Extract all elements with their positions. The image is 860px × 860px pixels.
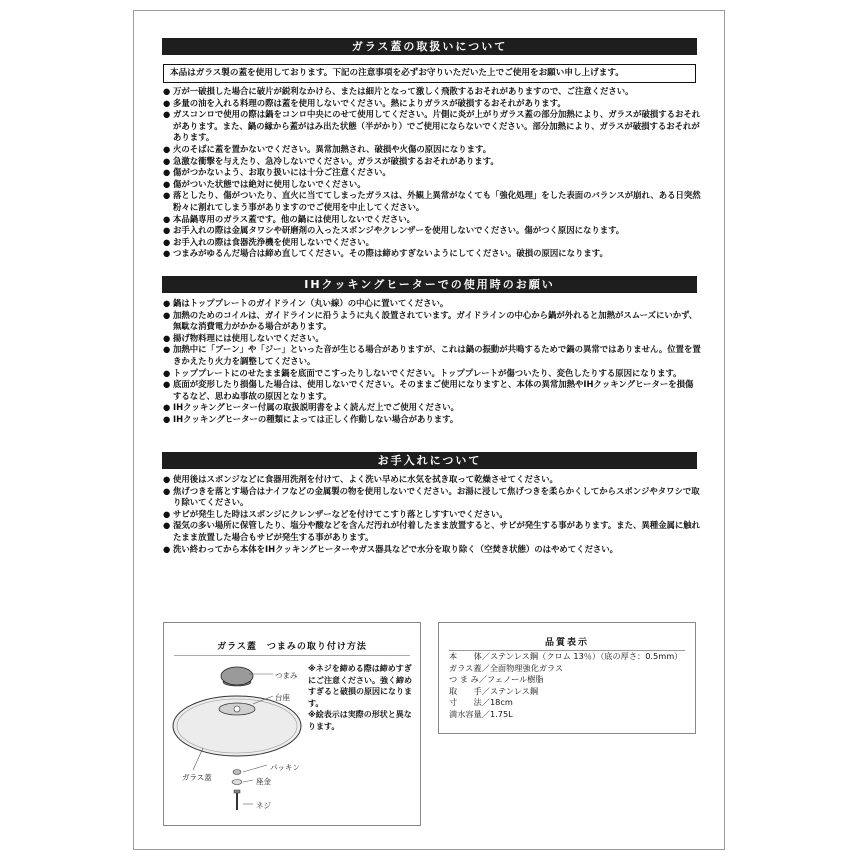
bullet-icon: ● <box>163 167 171 178</box>
list-item-text: 本品鍋専用のガラス蓋です。他の鍋には使用しないでください。 <box>173 213 415 224</box>
list-item <box>163 144 701 156</box>
list-item-text: つまみがゆるんだ場合は締め直してください。その際は締めすぎないようにしてください。破損の原因になります。 <box>173 248 608 259</box>
list-item-text: 落としたり、傷がついたり、直火に当ててしまったガラスは、外観上異常がなくても「強化処理」をした表面のバランスが崩れ、ある日突然粉々に割れてしまう事がありますのでご使用を中止してください。 <box>173 190 701 212</box>
section-title-glass-lid: ガラス蓋の取扱いについて <box>162 38 697 55</box>
list-item <box>163 344 701 367</box>
list-item-text: サビが発生した時はスポンジにクレンザーなどを付けてこすり落としすすいでください。 <box>173 508 508 519</box>
bullet-icon: ● <box>163 543 171 554</box>
knob-shape <box>221 667 253 685</box>
list-item <box>163 379 701 402</box>
quality-row: つ ま み／フェノール樹脂 <box>449 674 544 684</box>
list-item <box>163 333 701 345</box>
quality-title: 品質表示 <box>544 638 589 648</box>
care-list <box>163 474 701 555</box>
list-item <box>163 190 701 213</box>
list-item-text: トッププレートにのせたまま鍋を底面でこすったりしないでください。トッププレートが傷ついたり、変色したりする原因になります。 <box>173 367 682 378</box>
quality-label-box <box>438 622 696 734</box>
list-item-text: IHクッキングヒーターの種類によっては正しく作動しない場合があります。 <box>173 413 459 424</box>
bullet-icon: ● <box>163 344 171 355</box>
list-item <box>163 86 701 98</box>
packing-shape <box>233 770 241 775</box>
quality-row: 寸 法／18cm <box>449 697 513 707</box>
bullet-icon: ● <box>163 248 171 259</box>
bullet-icon: ● <box>163 508 171 519</box>
list-item <box>163 368 701 380</box>
list-item-text: 焦げつきを落とす場合はナイフなどの金属製の物を使用しないでください。お湯に浸して焦げつきを柔らかくしてからスポンジやタワシで取り除いてください。 <box>173 485 700 508</box>
bullet-icon: ● <box>163 236 171 247</box>
list-item <box>163 520 701 543</box>
list-item <box>163 298 701 310</box>
washer-shape <box>232 780 242 785</box>
list-item-text: 加熱のためのコイルは、ガイドラインに沿うように丸く設置されています。ガイドラインの中心から鍋が外れると加熱がスムーズにいかず、無駄な消費電力がかかる場合があります。 <box>173 309 698 332</box>
list-item-text: 加熱中に「ブーン」や「ジー」といった音が生じる場合がありますが、これは鍋の振動が共鳴するためで鍋の異常ではありません。位置を置きかえたり火力を調整してください。 <box>173 344 701 366</box>
list-item-text: 火のそばに蓋を置かないでください。異常加熱され、破損や火傷の原因になります。 <box>173 143 492 154</box>
assembly-note-illustration: ※絵表示は実際の形状と異なります。 <box>308 710 412 731</box>
label-knob: つまみ <box>275 671 298 680</box>
bullet-icon: ● <box>163 86 171 96</box>
list-item-text: 洗い終わってから本体をIHクッキングヒーターやガス器具などで水分を取り除く（空焚き状態）のはやめてください。 <box>173 543 618 554</box>
list-item-text: 湿気の多い場所に保管したり、塩分や酸などを含んだ汚れが付着したまま放置すると、サビが発生する事があります。また、異種金属に触れたまま放置した場合もサビが発生する事があります。 <box>173 520 700 542</box>
list-item-text: 底面が変形したり損傷した場合は、使用しないでください。そのままご使用になりますと、本体の異常加熱やIHクッキングヒーターを損傷するなど、思わぬ事故の原因となります。 <box>173 379 694 401</box>
list-item <box>163 214 701 226</box>
list-item <box>163 109 701 144</box>
list-item-text: 万が一破損した場合に破片が鋭利なかけら、または細片となって激しく飛散するおそれがありますので、ご注意ください。 <box>173 86 634 96</box>
label-glass-lid: ガラス蓋 <box>182 773 212 782</box>
bullet-icon: ● <box>163 520 171 531</box>
list-item-text: お手入れの際は金属タワシや研磨剤の入ったスポンジやクレンザーを使用しないでください。傷がつく原因になります。 <box>173 225 625 236</box>
bullet-icon: ● <box>163 155 171 166</box>
quality-rows <box>449 651 682 720</box>
quality-row: 取 手／ステンレス鋼 <box>449 685 539 696</box>
list-item <box>163 544 701 556</box>
bullet-icon: ● <box>163 332 171 343</box>
label-packing: パッキン <box>270 763 300 772</box>
bullet-icon: ● <box>163 178 171 189</box>
bullet-icon: ● <box>163 190 171 201</box>
assembly-notes <box>308 663 413 732</box>
bullet-icon: ● <box>163 485 171 496</box>
label-washer: 座金 <box>256 777 271 786</box>
bullet-icon: ● <box>163 97 171 108</box>
list-item <box>163 156 701 168</box>
list-item <box>163 167 701 179</box>
list-item <box>163 414 701 426</box>
bullet-icon: ● <box>163 109 171 120</box>
bullet-icon: ● <box>163 367 171 378</box>
bullet-icon: ● <box>163 402 171 413</box>
section-title-care: お手入れについて <box>162 452 697 469</box>
list-item-text: 傷がついた状態では絶対に使用しないでください。 <box>173 178 366 189</box>
list-item <box>163 237 701 249</box>
list-item-text: 使用後はスポンジなどに食器用洗剤を付けて、よく洗い早めに水気を拭き取って乾燥させてください。 <box>173 474 558 484</box>
quality-row: 満水容量／1.75L <box>449 708 513 719</box>
glass-lid-caution-list <box>163 86 701 260</box>
list-item-text: お手入れの際は食器洗浄機を使用しないでください。 <box>173 236 374 247</box>
screw-head <box>234 790 240 793</box>
quality-row: ガラス蓋／全面物理強化ガラス <box>449 662 564 673</box>
list-item <box>163 474 701 486</box>
list-item-text: 傷がつかないよう、お取り扱いには十分ご注意ください。 <box>173 167 391 178</box>
glass-notice-box: 本品はガラス製の蓋を使用しております。下記の注意事項を必ずお守りいただいた上でご使用をお願い申し上げます。 <box>163 64 696 83</box>
list-item-text: 多量の油を入れる料理の際は蓋を使用しないでください。熱によりガラスが破損するおそれがあります。 <box>173 97 566 108</box>
base-hole <box>234 706 240 712</box>
bullet-icon: ● <box>163 143 171 154</box>
label-screw: ネジ <box>256 801 271 810</box>
list-item-text: IHクッキングヒーター付属の取扱説明書をよく読んだ上でご使用ください。 <box>173 402 459 413</box>
list-item <box>163 486 701 509</box>
bullet-icon: ● <box>163 213 171 224</box>
list-item <box>163 310 701 333</box>
list-item-text: ガスコンロで使用の際は鍋をコンロ中央にのせて使用してください。片側に炎が上がりガラス蓋の部分加熱により、ガラスが破損するおそれがあります。また、鍋の縁から蓋がはみ出た状態（半がかり）でご使用にならないでください。部分加熱により、ガラスが破損するおそれがあります。 <box>173 109 701 143</box>
list-item <box>163 98 701 110</box>
bullet-icon: ● <box>163 474 171 484</box>
list-item <box>163 509 701 521</box>
ih-caution-list <box>163 298 701 426</box>
label-base: 台座 <box>275 693 290 702</box>
list-item <box>163 248 701 260</box>
assembly-title: ガラス蓋 つまみの取り付け方法 <box>217 642 367 652</box>
list-item <box>163 225 701 237</box>
bullet-icon: ● <box>163 298 171 308</box>
list-item-text: 鍋はトッププレートのガイドライン（丸い線）の中心に置いてください。 <box>173 298 449 308</box>
bullet-icon: ● <box>163 413 171 424</box>
bullet-icon: ● <box>163 379 171 390</box>
bullet-icon: ● <box>163 309 171 320</box>
list-item <box>163 179 701 191</box>
section-title-ih: IHクッキングヒーターでの使用時のお願い <box>162 276 697 293</box>
list-item <box>163 402 701 414</box>
assembly-note-tighten: ※ネジを締める際は締めすぎにご注意ください。強く締めすぎると破損の原因になります。 <box>308 664 412 708</box>
bullet-icon: ● <box>163 225 171 236</box>
list-item-text: 急激な衝撃を与えたり、急冷しないでください。ガラスが破損するおそれがあります。 <box>173 155 499 166</box>
list-item-text: 揚げ物料理には使用しないでください。 <box>173 332 324 343</box>
quality-row: 本 体／ステンレス鋼（クロム 13％）（底の厚さ：0.5mm） <box>449 651 683 661</box>
